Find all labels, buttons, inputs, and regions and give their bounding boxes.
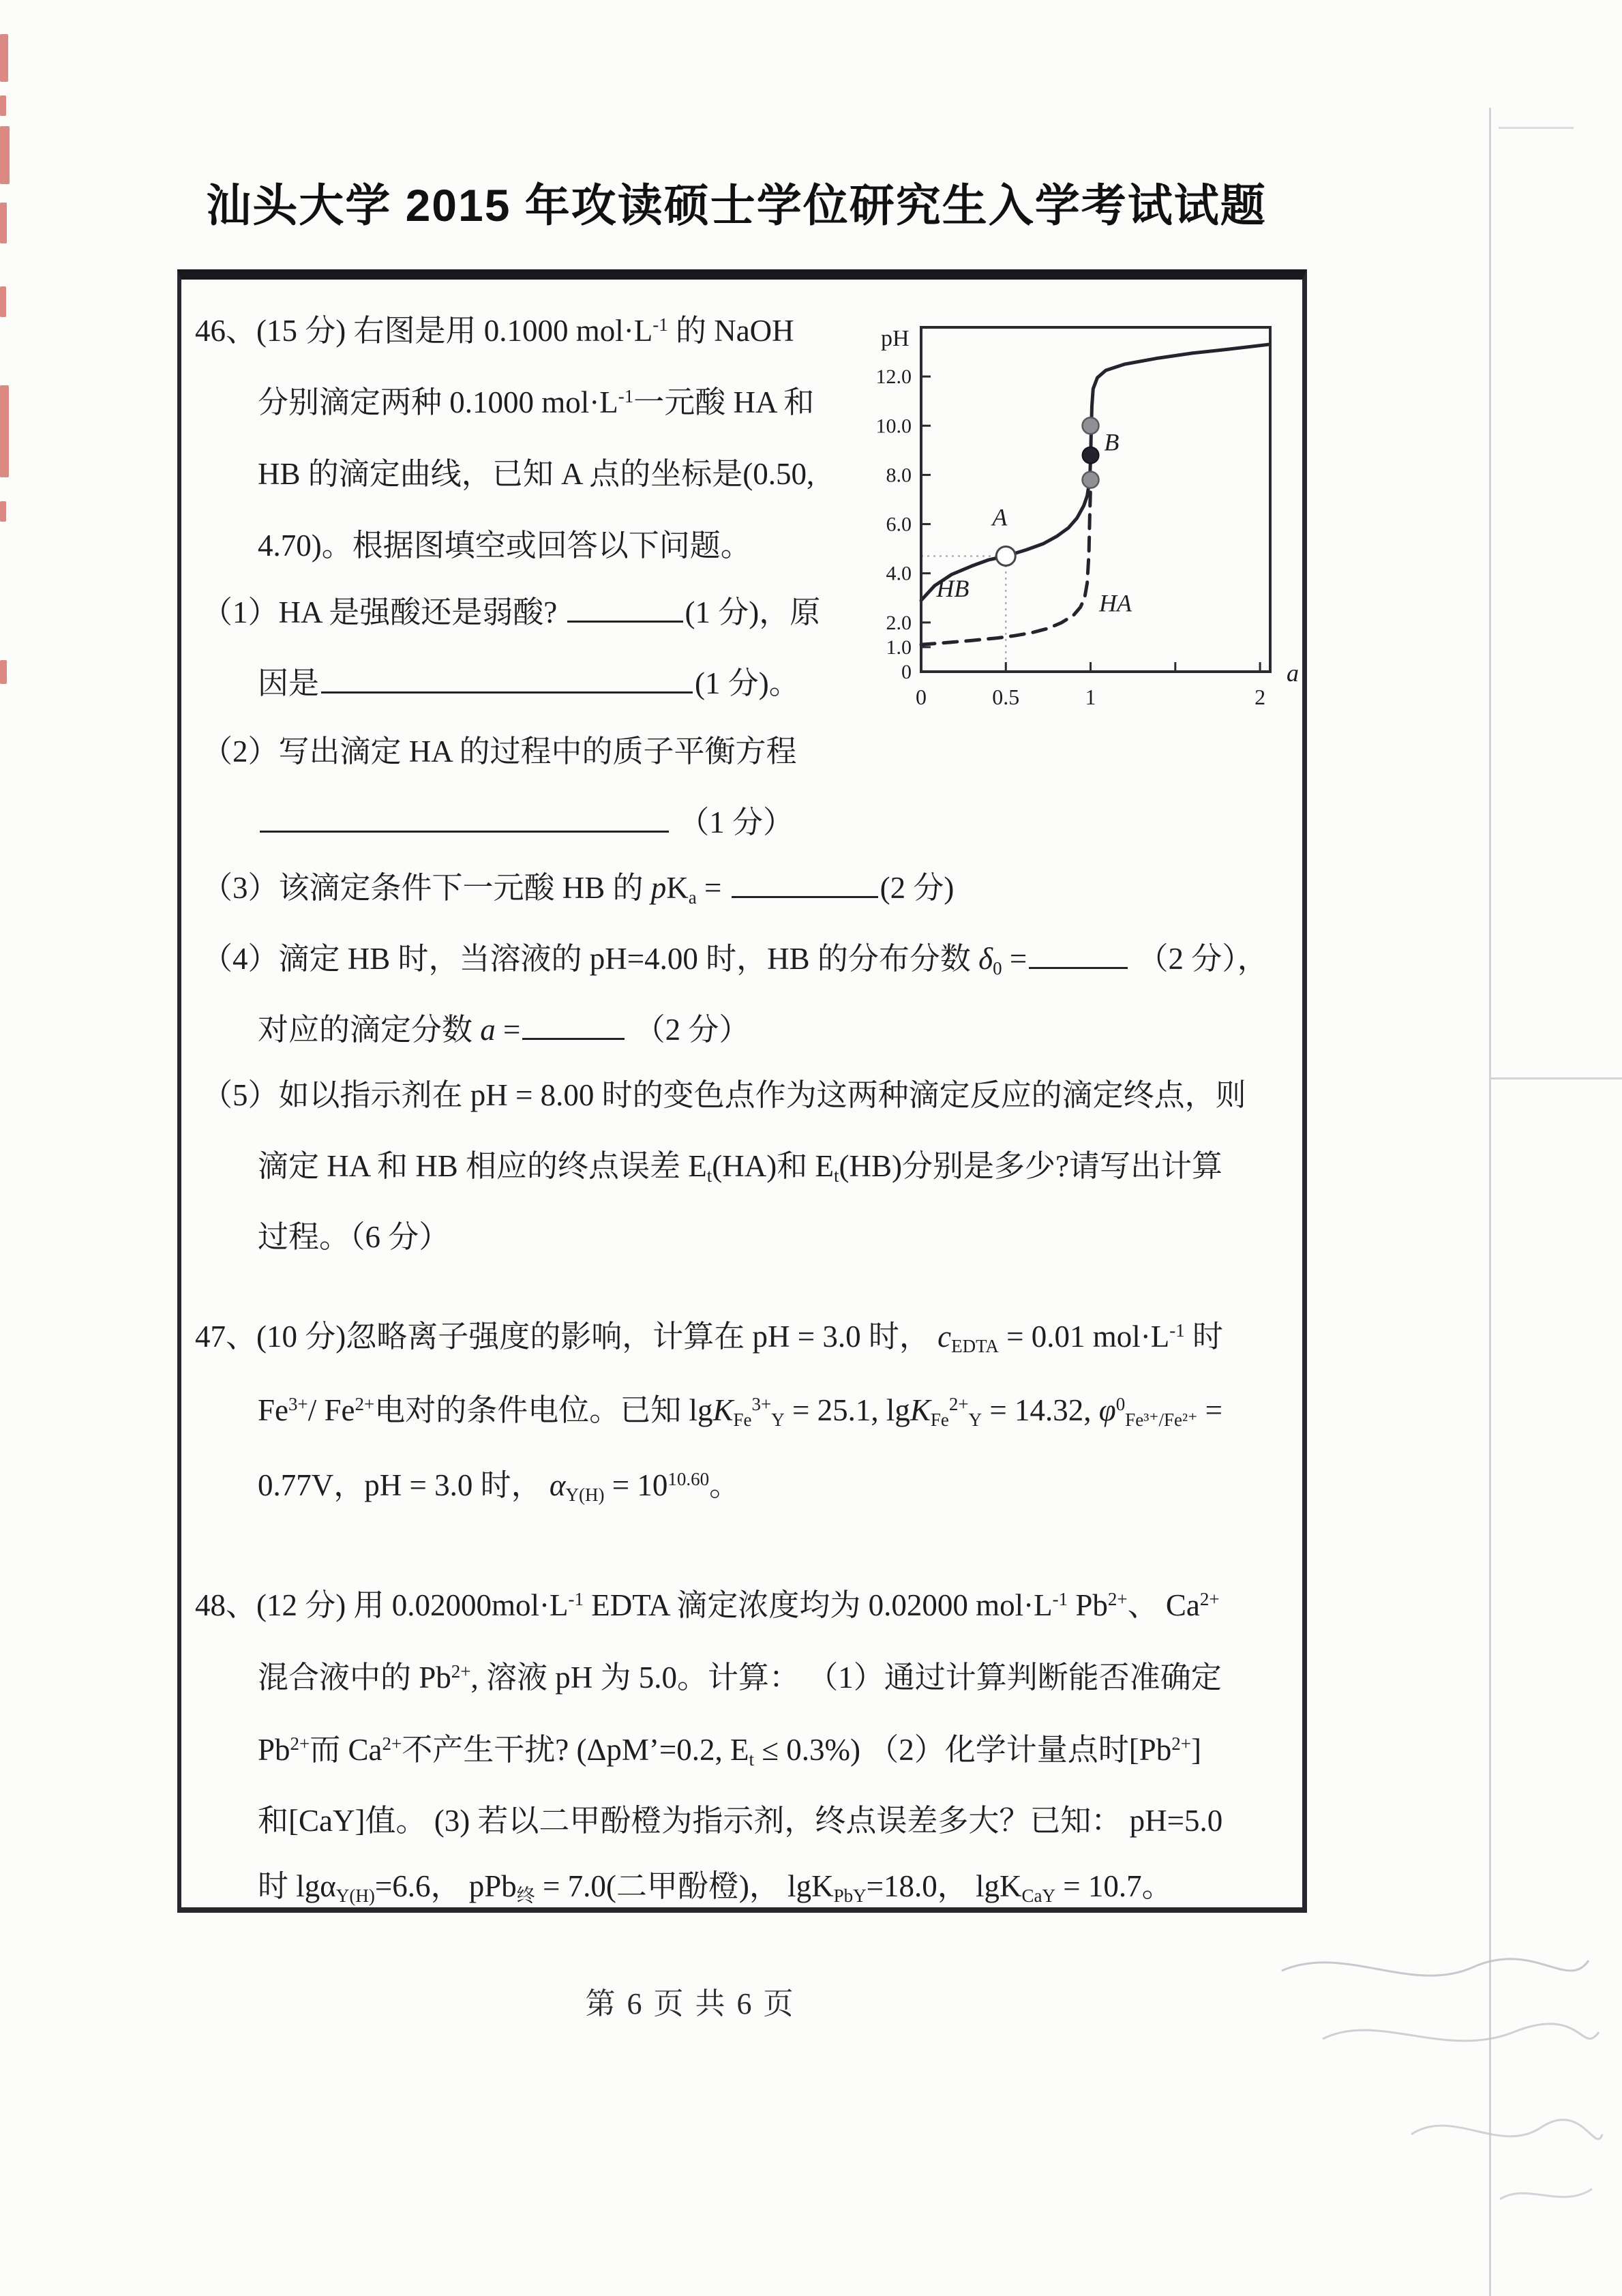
svg-text:1: 1 — [1085, 685, 1096, 709]
q46-line-7: （2）写出滴定 HA 的过程中的质子平衡方程 — [202, 734, 797, 769]
svg-text:pH: pH — [881, 326, 910, 351]
titration-figure — [870, 297, 1310, 743]
q46-line-3: HB 的滴定曲线，已知 A 点的坐标是(0.50, — [258, 457, 815, 491]
question-box — [177, 269, 1307, 1913]
q46-line-14: 过程。（6 分） — [258, 1220, 450, 1254]
red-edge-mark — [0, 203, 7, 243]
q48-line-2: 混合液中的 $Pb^{2+}$, 溶液 pH 为 5.0。计算： （1）通过计算判断能否准确定 — [258, 1660, 1222, 1695]
svg-text:0: 0 — [916, 685, 927, 709]
pencil-scribble-artifact — [1241, 1930, 1609, 2223]
q46-line-11: 对应的滴定分数 a = （2 分） — [258, 1013, 750, 1047]
red-edge-mark — [0, 95, 6, 116]
q46-line-4: 4.70)。根据图填空或回答以下问题。 — [258, 528, 751, 563]
svg-text:0: 0 — [901, 661, 912, 683]
q46-line-6: 因是 (1 分)。 — [258, 666, 800, 700]
svg-text:12.0: 12.0 — [875, 366, 912, 389]
exam-title: 汕头大学 2015 年攻读硕士学位研究生入学考试试题 — [206, 180, 1267, 230]
svg-text:8.0: 8.0 — [886, 464, 912, 487]
red-edge-mark — [0, 34, 8, 82]
q47-line-1: 47、(10 分)忽略离子强度的影响，计算在 pH = 3.0 时， $c_{EDTA} = 0.01$ $mol\cdot L^{-1}$ 时 — [195, 1320, 1224, 1357]
q47-line-2: $Fe^{3+}/$ $Fe^{2+}$电对的条件电位。已知 lgK$_{Fe}^{3+}_Y$ = 25.1, lgK$_{Fe}^{2+}_Y$ = 14.32, $\varphi^0_{Fe^{3+}/Fe^{2+}}$ = — [258, 1393, 1223, 1431]
red-edge-mark — [0, 126, 10, 184]
svg-text:0.5: 0.5 — [992, 685, 1020, 709]
scan-artifact-horizontal-line — [1499, 127, 1574, 129]
svg-text:B: B — [1104, 428, 1120, 456]
red-edge-mark — [0, 286, 6, 317]
svg-text:2: 2 — [1255, 685, 1266, 709]
q46-line-9: （3）该滴定条件下一元酸 HB 的 $pK_a = (2$ 分) — [202, 871, 955, 908]
q48-line-1: 48、(12 分) 用 $0.02000mol\cdot L^{-1}$ EDTA 滴定浓度均为 0.02000 $mol\cdot L^{-1}$ $Pb^{2+}$、 $Ca^{2+}$ — [195, 1588, 1220, 1622]
q46-line-13: 滴定 HA 和 HB 相应的终点误差 $E_t(HA)$和 $E_t(HB)$分别是多少?请写出计算 — [258, 1149, 1222, 1187]
svg-text:HB: HB — [936, 574, 970, 602]
q46-line-1: 46、(15 分) 右图是用 0.1000 $mol\cdot L^{-1}$ 的 NaOH — [195, 314, 794, 348]
svg-text:a: a — [1287, 659, 1299, 687]
q46-line-5: （1）HA 是强酸还是弱酸? (1 分)，原 — [202, 595, 821, 629]
red-edge-mark — [0, 660, 7, 684]
svg-text:A: A — [992, 503, 1008, 531]
q48-line-3: $Pb^{2+}$而 $Ca^{2+}$不产生干扰? (ΔpM’=0.2, $E_t \le 0.3\%$) （2）化学计量点时$[Pb^{2+}]$ — [258, 1733, 1201, 1770]
q46-line-8: （1 分） — [258, 802, 794, 843]
q47-line-3: 0.77V，pH = 3.0 时， $\alpha_{Y(H)} = 10^{10.60}$。 — [258, 1468, 740, 1506]
titration-chart — [870, 297, 1310, 743]
q46-line-10: （4）滴定 HB 时，当溶液的 pH=4.00 时，HB 的分布分数 $\delta_0 = (2$ 分）， — [202, 942, 1268, 979]
q46-line-12: （5）如以指示剂在 pH = 8.00 时的变色点作为这两种滴定反应的滴定终点，则 — [202, 1078, 1246, 1112]
svg-text:HA: HA — [1098, 589, 1132, 617]
page-number-footer: 第 6 页 共 6 页 — [585, 1987, 796, 2021]
q48-line-5: 时 lgα$_{Y(H)}$=6.6， pPb$_终$ = 7.0(二甲酚橙)， lgK$_{PbY}$=18.0， lgK$_{CaY}$ = 10.7。 — [258, 1869, 1173, 1907]
red-edge-mark — [0, 501, 6, 522]
q48-line-4: 和[CaY]值。 (3) 若以二甲酚橙为指示剂，终点误差多大？已知： pH=5.0 — [258, 1804, 1223, 1838]
svg-text:1.0: 1.0 — [886, 636, 912, 659]
svg-text:10.0: 10.0 — [875, 415, 912, 438]
svg-text:4.0: 4.0 — [886, 562, 912, 585]
scan-artifact-horizontal-line — [1490, 1077, 1622, 1079]
svg-text:2.0: 2.0 — [886, 611, 912, 634]
svg-text:6.0: 6.0 — [886, 513, 912, 536]
q46-line-2: 分别滴定两种 0.1000 $mol\cdot L^{-1}$一元酸 HA 和 — [258, 385, 815, 419]
red-edge-mark — [0, 385, 9, 477]
